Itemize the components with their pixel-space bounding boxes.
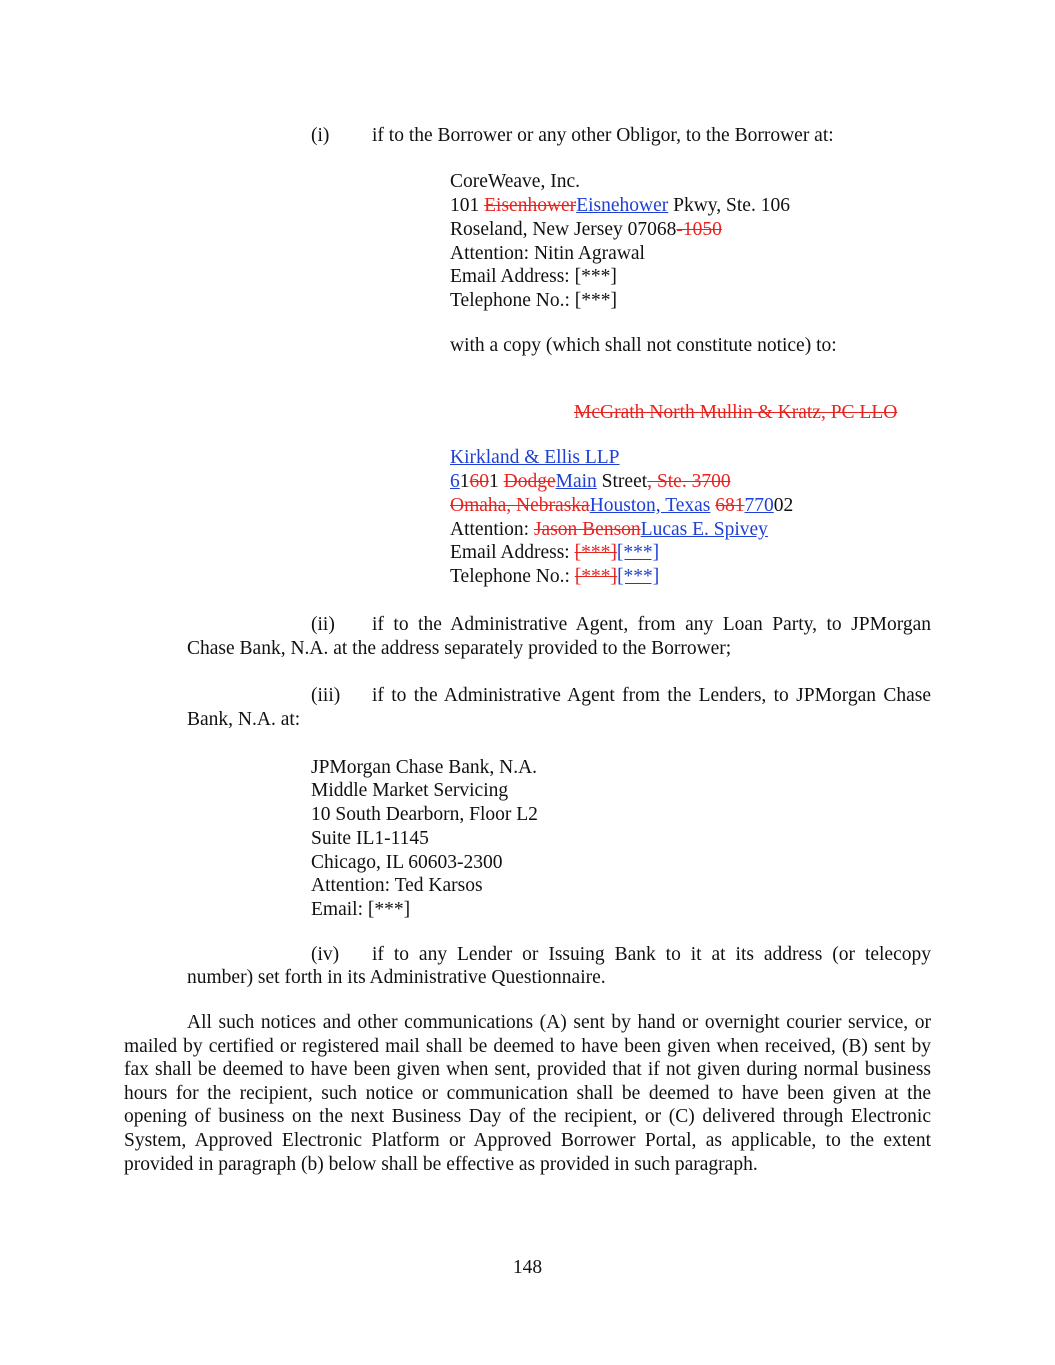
deleted-firm: McGrath North Mullin & Kratz, PC LLO [574,402,898,423]
borrower-email: Email Address: [***] [450,266,617,287]
item-iv-label: (iv) [311,944,340,965]
plain-text: Telephone No.: [450,566,575,587]
agent-suite: Suite IL1-1145 [311,828,429,849]
plain-text: 1 [459,471,470,492]
item-iii-label: (iii) [311,685,341,706]
inserted-text: 6 [450,471,460,492]
copy-telephone [450,565,659,589]
item-ii-line2: Chase Bank, N.A. at the address separately provided to the Borrower; [187,638,732,659]
borrower-street [450,194,790,218]
street-plain: Pkwy, Ste. 106 [668,195,790,216]
copy-firm: Kirkland & Ellis LLP [450,447,620,468]
agent-email: Email: [***] [311,899,411,920]
deleted-text: [***] [574,566,618,587]
deleted-text: Eisenhower [484,195,577,216]
city-plain: Roseland, New Jersey 07068 [450,219,677,240]
borrower-city [450,218,722,242]
deleted-text: Jason Benson [533,519,641,540]
copy-attention [450,518,768,542]
inserted-text: Houston, Texas [589,495,711,516]
borrower-attention: Attention: Nitin Agrawal [450,243,645,264]
plain-text: Street [596,471,648,492]
item-i-text: if to the Borrower or any other Obligor, to the Borrower at: [372,125,834,146]
deleted-text: Omaha, Nebraska [450,495,590,516]
borrower-telephone: Telephone No.: [***] [450,290,618,311]
item-iii-line1: if to the Administrative Agent from the Lenders, to JPMorgan Chase [372,685,931,706]
deleted-text: [***] [574,542,617,563]
agent-dept: Middle Market Servicing [311,780,509,801]
agent-attention: Attention: Ted Karsos [311,875,483,896]
closing-paragraph: All such notices and other communications (A) sent by hand or overnight courier service, or mailed by certified or registered mail shall be deemed to have been given when received, (B) sent by fax shall be deemed to have been given when sent, provided that if not given during normal business hours for the recipient, such notice or communication shall be deemed to have been given at the opening of business on the next Business Day of the recipient, or (C) delivered through Electronic System, Approved Electronic Platform or Approved Borrower Portal, as applicable, to the extent provided in paragraph (b) below shall be effective as provided in such paragraph. [124,1012,931,1175]
copy-note: with a copy (which shall not constitute notice) to: [450,335,837,356]
inserted-text: Eisnehower [576,195,669,216]
inserted-text: [***] [616,542,660,563]
item-i-label: (i) [311,125,330,146]
plain-text: Attention: [450,519,534,540]
plain-text: 02 [773,495,794,516]
item-ii-label: (ii) [311,614,335,635]
inserted-text: Lucas E. Spivey [640,519,768,540]
page-number: 148 [512,1257,543,1278]
copy-city [450,494,793,518]
copy-street [450,470,731,494]
agent-city: Chicago, IL 60603-2300 [311,852,503,873]
street-plain: 101 [450,195,485,216]
plain-text: Email Address: [450,542,575,563]
borrower-company: CoreWeave, Inc. [450,171,580,192]
deleted-text: Dodge [503,471,556,492]
plain-text: 1 [489,471,504,492]
deleted-text: -1050 [676,219,722,240]
item-iv-line1: if to any Lender or Issuing Bank to it at its address (or telecopy [372,944,931,965]
item-iv-line2: number) set forth in its Administrative Questionnaire. [187,967,606,988]
inserted-text: 770 [744,495,774,516]
item-iii-line2: Bank, N.A. at: [187,709,301,730]
deleted-text: 60 [469,471,489,492]
inserted-text: Main [555,471,597,492]
agent-name: JPMorgan Chase Bank, N.A. [311,757,538,778]
inserted-text: [***] [617,566,660,587]
deleted-text: 681 [715,495,745,516]
copy-email [450,541,659,565]
agent-street: 10 South Dearborn, Floor L2 [311,804,538,825]
item-ii-line1: if to the Administrative Agent, from any Loan Party, to JPMorgan [372,614,931,635]
deleted-text: , Ste. 3700 [647,471,731,492]
